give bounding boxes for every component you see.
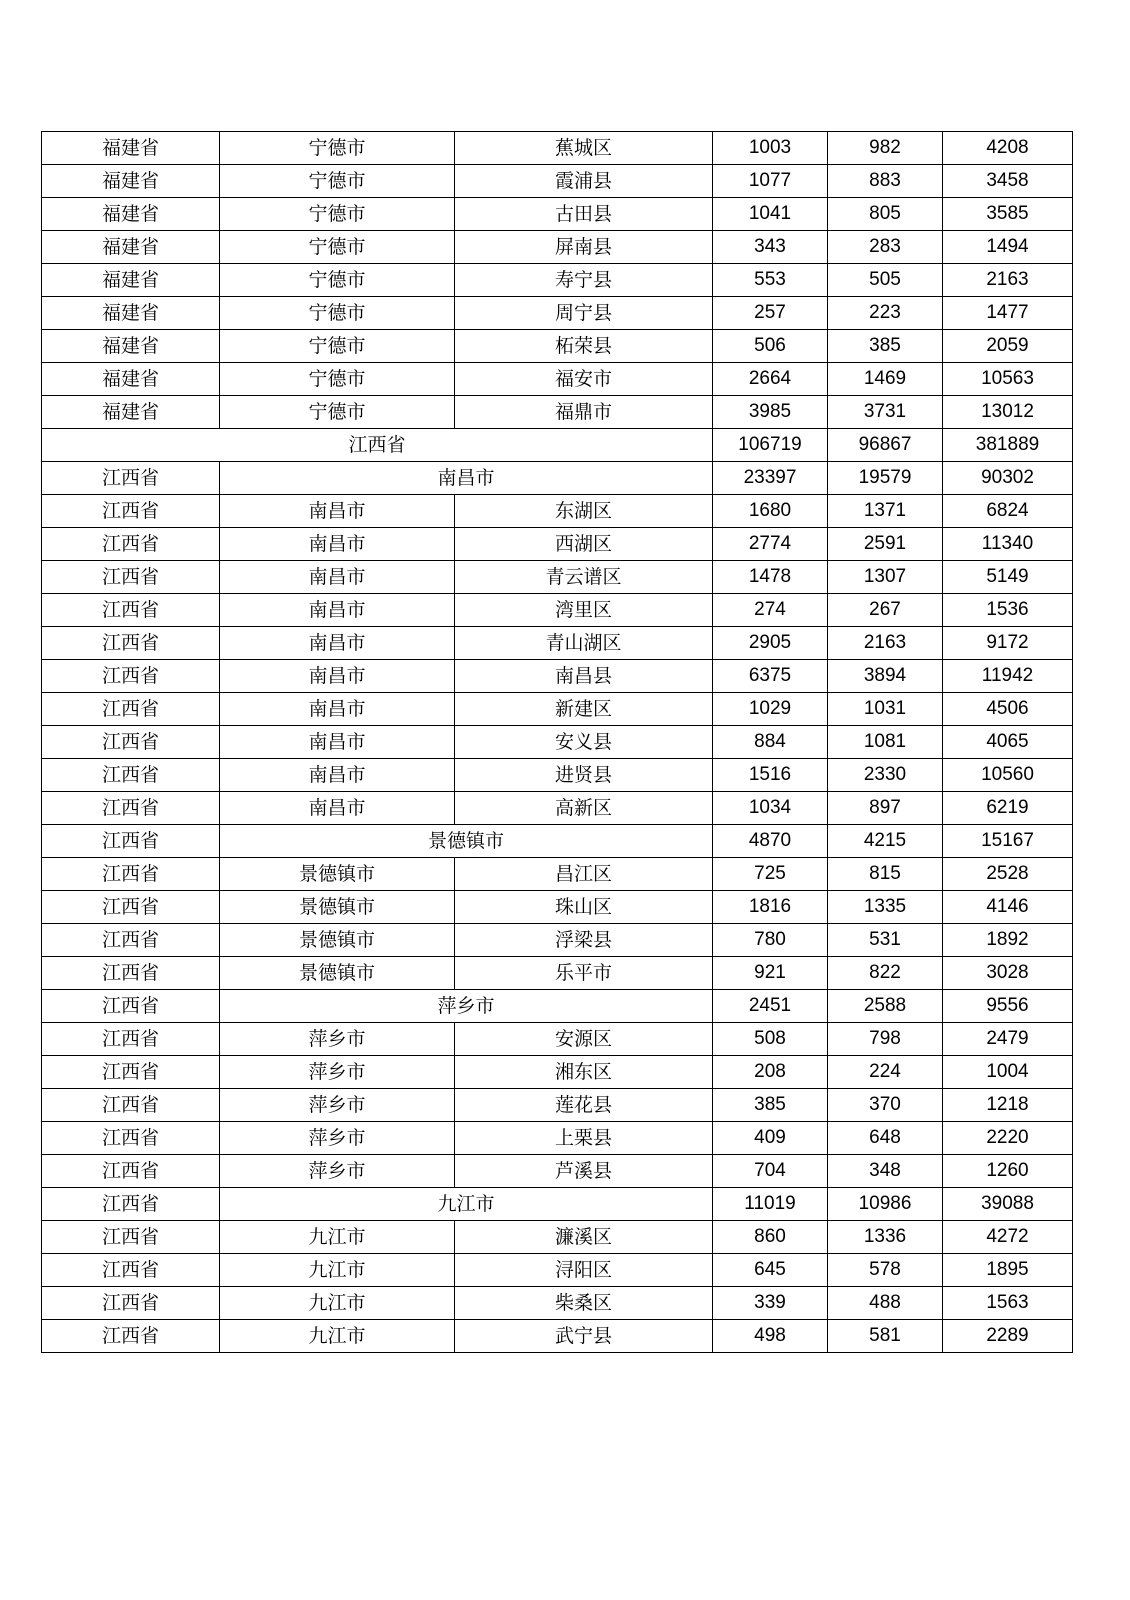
county-cell: 武宁县 [455, 1320, 713, 1353]
value-cell-2: 1371 [828, 495, 943, 528]
province-cell: 江西省 [42, 528, 220, 561]
value-cell-3: 13012 [943, 396, 1073, 429]
city-cell: 九江市 [220, 1221, 455, 1254]
value-cell-1: 1077 [713, 165, 828, 198]
city-total-row [42, 990, 1073, 1023]
county-cell: 濂溪区 [455, 1221, 713, 1254]
county-cell: 安义县 [455, 726, 713, 759]
value-cell-2: 1307 [828, 561, 943, 594]
value-cell-1: 385 [713, 1089, 828, 1122]
city-cell: 九江市 [220, 1254, 455, 1287]
value-cell-1: 2774 [713, 528, 828, 561]
county-cell: 上栗县 [455, 1122, 713, 1155]
city-cell: 九江市 [220, 1287, 455, 1320]
value-cell-3: 10563 [943, 363, 1073, 396]
county-cell: 莲花县 [455, 1089, 713, 1122]
value-cell-1: 2451 [713, 990, 828, 1023]
province-cell: 福建省 [42, 330, 220, 363]
city-cell: 萍乡市 [220, 1122, 455, 1155]
table-row [42, 1155, 1073, 1188]
city-cell: 景德镇市 [220, 825, 713, 858]
county-cell: 高新区 [455, 792, 713, 825]
value-cell-3: 1004 [943, 1056, 1073, 1089]
city-cell: 南昌市 [220, 792, 455, 825]
value-cell-2: 2330 [828, 759, 943, 792]
table-row [42, 759, 1073, 792]
province-cell: 江西省 [42, 561, 220, 594]
county-cell: 乐平市 [455, 957, 713, 990]
county-cell: 进贤县 [455, 759, 713, 792]
value-cell-2: 2163 [828, 627, 943, 660]
value-cell-1: 4870 [713, 825, 828, 858]
city-cell: 南昌市 [220, 759, 455, 792]
table-row [42, 1254, 1073, 1287]
table-row [42, 627, 1073, 660]
table-row [42, 858, 1073, 891]
value-cell-1: 1029 [713, 693, 828, 726]
province-cell: 江西省 [42, 957, 220, 990]
value-cell-2: 2591 [828, 528, 943, 561]
table-row [42, 330, 1073, 363]
county-cell: 东湖区 [455, 495, 713, 528]
value-cell-2: 385 [828, 330, 943, 363]
county-cell: 青云谱区 [455, 561, 713, 594]
value-cell-1: 11019 [713, 1188, 828, 1221]
table-row [42, 660, 1073, 693]
city-cell: 南昌市 [220, 660, 455, 693]
county-cell: 南昌县 [455, 660, 713, 693]
value-cell-3: 4208 [943, 132, 1073, 165]
province-cell: 江西省 [42, 1287, 220, 1320]
province-cell: 江西省 [42, 462, 220, 495]
city-cell: 九江市 [220, 1320, 455, 1353]
table-row [42, 1287, 1073, 1320]
city-cell: 南昌市 [220, 726, 455, 759]
province-cell: 江西省 [42, 792, 220, 825]
value-cell-1: 3985 [713, 396, 828, 429]
city-cell: 萍乡市 [220, 1056, 455, 1089]
value-cell-3: 11340 [943, 528, 1073, 561]
province-cell: 江西省 [42, 891, 220, 924]
county-cell: 昌江区 [455, 858, 713, 891]
value-cell-3: 2289 [943, 1320, 1073, 1353]
county-cell: 安源区 [455, 1023, 713, 1056]
table-row [42, 891, 1073, 924]
table-row [42, 132, 1073, 165]
table-row [42, 792, 1073, 825]
value-cell-3: 3028 [943, 957, 1073, 990]
value-cell-1: 339 [713, 1287, 828, 1320]
county-cell: 蕉城区 [455, 132, 713, 165]
value-cell-1: 921 [713, 957, 828, 990]
value-cell-3: 381889 [943, 429, 1073, 462]
value-cell-3: 90302 [943, 462, 1073, 495]
province-cell: 江西省 [42, 759, 220, 792]
value-cell-1: 498 [713, 1320, 828, 1353]
province-cell: 江西省 [42, 627, 220, 660]
county-cell: 古田县 [455, 198, 713, 231]
county-cell: 霞浦县 [455, 165, 713, 198]
province-cell: 福建省 [42, 363, 220, 396]
county-cell: 青山湖区 [455, 627, 713, 660]
province-cell: 江西省 [42, 726, 220, 759]
city-cell: 景德镇市 [220, 891, 455, 924]
table-row [42, 594, 1073, 627]
table-row [42, 1320, 1073, 1353]
value-cell-3: 15167 [943, 825, 1073, 858]
city-total-row [42, 825, 1073, 858]
province-cell: 江西省 [42, 1023, 220, 1056]
data-table [41, 131, 1073, 1353]
province-cell: 江西省 [42, 825, 220, 858]
value-cell-2: 648 [828, 1122, 943, 1155]
province-cell: 福建省 [42, 396, 220, 429]
table-row [42, 396, 1073, 429]
city-cell: 宁德市 [220, 363, 455, 396]
table-row [42, 726, 1073, 759]
value-cell-1: 6375 [713, 660, 828, 693]
value-cell-1: 2905 [713, 627, 828, 660]
value-cell-2: 897 [828, 792, 943, 825]
table-row [42, 1089, 1073, 1122]
city-cell: 萍乡市 [220, 1023, 455, 1056]
city-cell: 南昌市 [220, 495, 455, 528]
province-cell: 福建省 [42, 297, 220, 330]
value-cell-1: 860 [713, 1221, 828, 1254]
value-cell-1: 274 [713, 594, 828, 627]
city-cell: 宁德市 [220, 297, 455, 330]
value-cell-2: 4215 [828, 825, 943, 858]
table-row [42, 924, 1073, 957]
table-row [42, 297, 1073, 330]
value-cell-1: 1041 [713, 198, 828, 231]
county-cell: 福安市 [455, 363, 713, 396]
province-total-row [42, 429, 1073, 462]
value-cell-1: 2664 [713, 363, 828, 396]
city-cell: 南昌市 [220, 693, 455, 726]
value-cell-1: 1816 [713, 891, 828, 924]
province-cell: 江西省 [42, 495, 220, 528]
value-cell-3: 1563 [943, 1287, 1073, 1320]
table-row [42, 1056, 1073, 1089]
county-cell: 浔阳区 [455, 1254, 713, 1287]
value-cell-3: 2163 [943, 264, 1073, 297]
province-cell: 江西省 [42, 429, 713, 462]
value-cell-2: 224 [828, 1056, 943, 1089]
value-cell-1: 780 [713, 924, 828, 957]
value-cell-3: 1477 [943, 297, 1073, 330]
value-cell-2: 10986 [828, 1188, 943, 1221]
table-row [42, 363, 1073, 396]
county-cell: 湾里区 [455, 594, 713, 627]
county-cell: 福鼎市 [455, 396, 713, 429]
county-cell: 芦溪县 [455, 1155, 713, 1188]
value-cell-3: 2220 [943, 1122, 1073, 1155]
table-row [42, 957, 1073, 990]
value-cell-1: 1516 [713, 759, 828, 792]
value-cell-3: 3585 [943, 198, 1073, 231]
value-cell-2: 531 [828, 924, 943, 957]
value-cell-3: 4272 [943, 1221, 1073, 1254]
value-cell-3: 1892 [943, 924, 1073, 957]
value-cell-1: 106719 [713, 429, 828, 462]
province-cell: 江西省 [42, 693, 220, 726]
province-cell: 江西省 [42, 990, 220, 1023]
county-cell: 寿宁县 [455, 264, 713, 297]
table-row [42, 693, 1073, 726]
county-cell: 浮梁县 [455, 924, 713, 957]
value-cell-2: 578 [828, 1254, 943, 1287]
table-row [42, 561, 1073, 594]
value-cell-2: 982 [828, 132, 943, 165]
province-cell: 福建省 [42, 231, 220, 264]
value-cell-2: 223 [828, 297, 943, 330]
value-cell-2: 1081 [828, 726, 943, 759]
province-cell: 江西省 [42, 1188, 220, 1221]
value-cell-3: 2059 [943, 330, 1073, 363]
province-cell: 江西省 [42, 1254, 220, 1287]
city-cell: 萍乡市 [220, 1089, 455, 1122]
value-cell-2: 267 [828, 594, 943, 627]
value-cell-3: 4146 [943, 891, 1073, 924]
province-cell: 福建省 [42, 264, 220, 297]
value-cell-3: 11942 [943, 660, 1073, 693]
value-cell-3: 9556 [943, 990, 1073, 1023]
value-cell-1: 1680 [713, 495, 828, 528]
city-cell: 景德镇市 [220, 858, 455, 891]
county-cell: 柘荣县 [455, 330, 713, 363]
province-cell: 江西省 [42, 594, 220, 627]
table-row [42, 1023, 1073, 1056]
value-cell-3: 4065 [943, 726, 1073, 759]
province-cell: 江西省 [42, 1089, 220, 1122]
value-cell-1: 409 [713, 1122, 828, 1155]
city-cell: 宁德市 [220, 264, 455, 297]
value-cell-2: 19579 [828, 462, 943, 495]
value-cell-2: 348 [828, 1155, 943, 1188]
city-cell: 南昌市 [220, 462, 713, 495]
value-cell-3: 1494 [943, 231, 1073, 264]
city-cell: 宁德市 [220, 132, 455, 165]
value-cell-3: 1536 [943, 594, 1073, 627]
value-cell-3: 10560 [943, 759, 1073, 792]
value-cell-3: 1218 [943, 1089, 1073, 1122]
table-row [42, 231, 1073, 264]
value-cell-3: 3458 [943, 165, 1073, 198]
county-cell: 周宁县 [455, 297, 713, 330]
county-cell: 湘东区 [455, 1056, 713, 1089]
city-cell: 南昌市 [220, 528, 455, 561]
county-cell: 珠山区 [455, 891, 713, 924]
city-cell: 宁德市 [220, 396, 455, 429]
value-cell-2: 370 [828, 1089, 943, 1122]
province-cell: 江西省 [42, 1155, 220, 1188]
city-cell: 宁德市 [220, 165, 455, 198]
value-cell-3: 9172 [943, 627, 1073, 660]
value-cell-1: 343 [713, 231, 828, 264]
city-total-row [42, 1188, 1073, 1221]
table-row [42, 165, 1073, 198]
value-cell-3: 4506 [943, 693, 1073, 726]
table-row [42, 1122, 1073, 1155]
city-cell: 萍乡市 [220, 990, 713, 1023]
value-cell-3: 1260 [943, 1155, 1073, 1188]
province-cell: 江西省 [42, 660, 220, 693]
county-cell: 西湖区 [455, 528, 713, 561]
county-cell: 柴桑区 [455, 1287, 713, 1320]
table-row [42, 495, 1073, 528]
value-cell-2: 3894 [828, 660, 943, 693]
province-cell: 福建省 [42, 198, 220, 231]
city-cell: 景德镇市 [220, 957, 455, 990]
value-cell-3: 2528 [943, 858, 1073, 891]
province-cell: 江西省 [42, 1320, 220, 1353]
value-cell-2: 581 [828, 1320, 943, 1353]
value-cell-3: 6219 [943, 792, 1073, 825]
city-cell: 萍乡市 [220, 1155, 455, 1188]
county-cell: 新建区 [455, 693, 713, 726]
table-row [42, 528, 1073, 561]
province-cell: 福建省 [42, 165, 220, 198]
value-cell-1: 257 [713, 297, 828, 330]
city-cell: 景德镇市 [220, 924, 455, 957]
value-cell-2: 488 [828, 1287, 943, 1320]
value-cell-1: 884 [713, 726, 828, 759]
city-cell: 南昌市 [220, 594, 455, 627]
province-cell: 福建省 [42, 132, 220, 165]
value-cell-1: 725 [713, 858, 828, 891]
province-cell: 江西省 [42, 858, 220, 891]
value-cell-3: 5149 [943, 561, 1073, 594]
province-cell: 江西省 [42, 924, 220, 957]
value-cell-1: 1003 [713, 132, 828, 165]
value-cell-2: 883 [828, 165, 943, 198]
county-cell: 屏南县 [455, 231, 713, 264]
value-cell-2: 815 [828, 858, 943, 891]
city-cell: 九江市 [220, 1188, 713, 1221]
city-cell: 南昌市 [220, 561, 455, 594]
value-cell-3: 39088 [943, 1188, 1073, 1221]
value-cell-2: 2588 [828, 990, 943, 1023]
value-cell-1: 645 [713, 1254, 828, 1287]
value-cell-2: 798 [828, 1023, 943, 1056]
province-cell: 江西省 [42, 1122, 220, 1155]
city-total-row [42, 462, 1073, 495]
value-cell-2: 96867 [828, 429, 943, 462]
value-cell-3: 6824 [943, 495, 1073, 528]
value-cell-3: 1895 [943, 1254, 1073, 1287]
value-cell-2: 1469 [828, 363, 943, 396]
value-cell-1: 704 [713, 1155, 828, 1188]
value-cell-2: 505 [828, 264, 943, 297]
province-cell: 江西省 [42, 1221, 220, 1254]
value-cell-1: 1034 [713, 792, 828, 825]
value-cell-1: 506 [713, 330, 828, 363]
value-cell-1: 23397 [713, 462, 828, 495]
value-cell-2: 805 [828, 198, 943, 231]
table-row [42, 198, 1073, 231]
city-cell: 南昌市 [220, 627, 455, 660]
value-cell-3: 2479 [943, 1023, 1073, 1056]
value-cell-2: 1336 [828, 1221, 943, 1254]
city-cell: 宁德市 [220, 330, 455, 363]
value-cell-1: 508 [713, 1023, 828, 1056]
value-cell-2: 283 [828, 231, 943, 264]
table-body [42, 132, 1073, 1353]
city-cell: 宁德市 [220, 231, 455, 264]
city-cell: 宁德市 [220, 198, 455, 231]
value-cell-1: 208 [713, 1056, 828, 1089]
table-row [42, 1221, 1073, 1254]
value-cell-1: 1478 [713, 561, 828, 594]
province-cell: 江西省 [42, 1056, 220, 1089]
value-cell-1: 553 [713, 264, 828, 297]
value-cell-2: 822 [828, 957, 943, 990]
value-cell-2: 1031 [828, 693, 943, 726]
table-row [42, 264, 1073, 297]
value-cell-2: 1335 [828, 891, 943, 924]
value-cell-2: 3731 [828, 396, 943, 429]
